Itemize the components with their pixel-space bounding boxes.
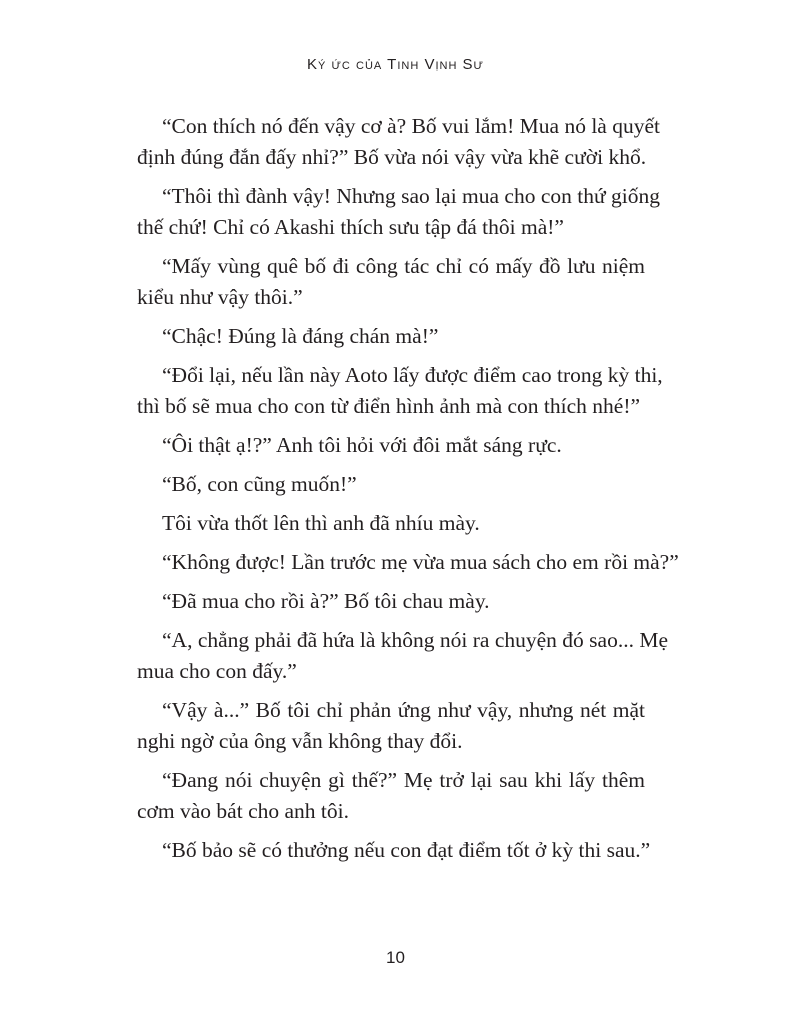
text-line: “Mấy vùng quê bố đi công tác chỉ có mấy đồ lưu niệm (162, 254, 645, 278)
text-line: mua cho con đấy.” (137, 659, 297, 683)
text-line: “Đổi lại, nếu lần này Aoto lấy được điểm cao trong kỳ thi, (162, 363, 663, 387)
text-line: nghi ngờ của ông vẫn không thay đổi. (137, 729, 463, 753)
paragraph (137, 251, 645, 313)
paragraph (137, 695, 645, 757)
paragraph (137, 586, 645, 617)
text-line: thế chứ! Chỉ có Akashi thích sưu tập đá thôi mà!” (137, 215, 564, 239)
page-number: 10 (386, 948, 405, 967)
text-line: kiểu như vậy thôi.” (137, 285, 303, 309)
text-line: “Bố, con cũng muốn!” (162, 472, 357, 496)
body-text (137, 111, 679, 874)
text-line: định đúng đắn đấy nhỉ?” Bố vừa nói vậy vừa khẽ cười khổ. (137, 145, 647, 169)
paragraph (137, 321, 645, 352)
text-line: “Thôi thì đành vậy! Nhưng sao lại mua cho con thứ giống (162, 184, 660, 208)
paragraph (137, 111, 660, 173)
text-line: “Vậy à...” Bố tôi chỉ phản ứng như vậy, nhưng nét mặt (162, 698, 645, 722)
paragraph (137, 547, 679, 578)
text-line: “Bố bảo sẽ có thưởng nếu con đạt điểm tốt ở kỳ thi sau.” (162, 838, 651, 862)
paragraph (137, 835, 651, 866)
paragraph (137, 360, 663, 422)
paragraph (137, 625, 669, 687)
paragraph (137, 469, 645, 500)
text-line: “Chậc! Đúng là đáng chán mà!” (162, 324, 439, 348)
text-line: Tôi vừa thốt lên thì anh đã nhíu mày. (162, 511, 480, 535)
paragraph (137, 508, 645, 539)
paragraph (137, 765, 645, 827)
text-line: “Con thích nó đến vậy cơ à? Bố vui lắm! Mua nó là quyết (162, 114, 660, 138)
paragraph (137, 181, 660, 243)
text-line: thì bố sẽ mua cho con từ điển hình ảnh mà con thích nhé!” (137, 394, 641, 418)
text-line: cơm vào bát cho anh tôi. (137, 799, 349, 823)
running-header: Ký ức của Tinh Vịnh Sư (307, 56, 484, 73)
text-line: “Đang nói chuyện gì thế?” Mẹ trở lại sau khi lấy thêm (162, 768, 645, 792)
text-line: “Ôi thật ạ!?” Anh tôi hỏi với đôi mắt sáng rực. (162, 433, 562, 457)
paragraph (137, 430, 645, 461)
text-line: “Không được! Lần trước mẹ vừa mua sách cho em rồi mà?” (162, 550, 679, 574)
text-line: “A, chẳng phải đã hứa là không nói ra chuyện đó sao... Mẹ (162, 628, 669, 652)
text-line: “Đã mua cho rồi à?” Bố tôi chau mày. (162, 589, 490, 613)
